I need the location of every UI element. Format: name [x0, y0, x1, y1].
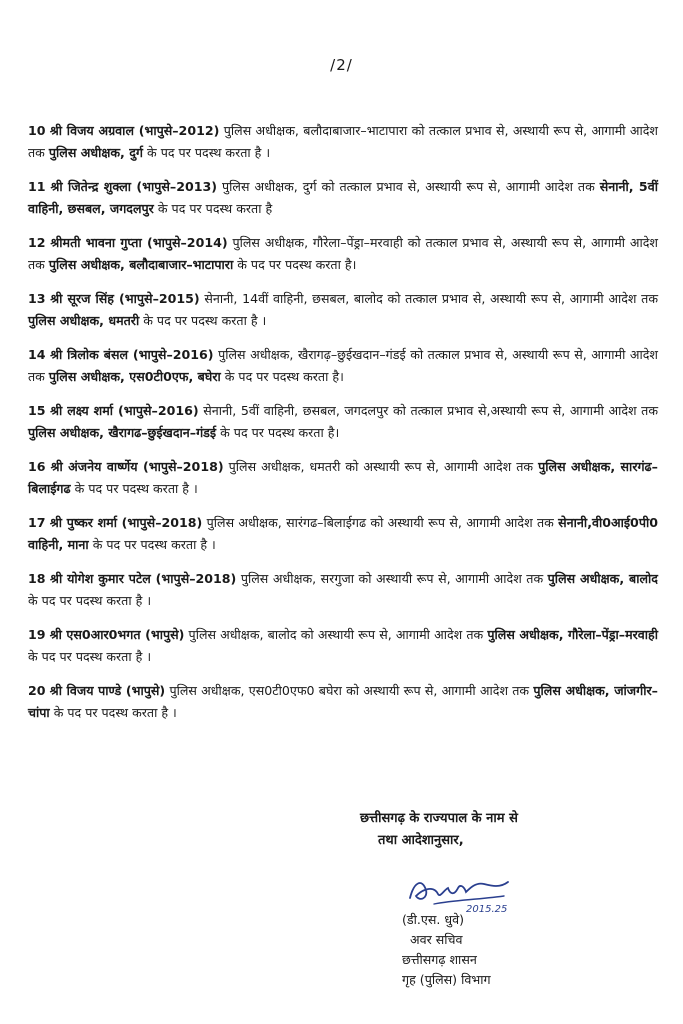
entry-tail: के पद पर पदस्थ करता है ।	[147, 145, 271, 160]
signature-date: 2015.25	[466, 904, 508, 915]
posting-designation: पुलिस अधीक्षक, खैरागढ–छुईखदान–गंडई	[28, 425, 217, 440]
posting-designation: पुलिस अधीक्षक, गौरेला–पेंड्रा–मरवाही	[487, 627, 658, 642]
entry-text: पुलिस अधीक्षक, सरगुजा को अस्थायी रूप से, आगामी आदेश तक	[240, 571, 544, 586]
posting-designation: सेनानी, 5वीं वाहिनी, छसबल, जगदलपुर	[28, 179, 658, 216]
entry-text: पुलिस अधीक्षक, बालोद को अस्थायी रूप से, आगामी आदेश तक	[188, 627, 484, 642]
officer-name-rank: श्री एस0आर0भगत (भापुसे)	[49, 627, 185, 642]
order-entry	[28, 624, 658, 668]
entry-number: 16	[28, 459, 46, 474]
posting-designation: पुलिस अधीक्षक, बलौदाबाजार–भाटापारा	[48, 257, 234, 272]
entry-tail: के पद पर पदस्थ करता है ।	[74, 481, 198, 496]
officer-name-rank: श्री जितेन्द्र शुक्ला (भापुसे–2013)	[50, 179, 218, 194]
officer-name-rank: श्री लक्ष्य शर्मा (भापुसे–2016)	[50, 403, 199, 418]
officer-name-rank: श्री विजय अग्रवाल (भापुसे–2012)	[49, 123, 220, 138]
entry-text: पुलिस अधीक्षक, गौरेला–पेंड्रा–मरवाही को तत्काल प्रभाव से, अस्थायी रूप से, आगामी आदेश तक	[28, 235, 658, 272]
officer-name-rank: श्री पुष्कर शर्मा (भापुसे–2018)	[49, 515, 203, 530]
entry-tail: के पद पर पदस्थ करता है।	[220, 425, 340, 440]
entry-number: 20	[28, 683, 46, 698]
posting-designation: पुलिस अधीक्षक, धमतरी	[28, 313, 140, 328]
officer-name-rank: श्री अंजनेय वार्ष्णेय (भापुसे–2018)	[50, 459, 224, 474]
entry-text: पुलिस अधीक्षक, खैरागढ़–छुईखदान–गंडई को तत्काल प्रभाव से, अस्थायी रूप से, आगामी आदेश तक	[28, 347, 658, 384]
officer-name: (डी.एस. धुवे)	[402, 912, 465, 927]
order-entry	[28, 680, 658, 724]
officer-name-rank: श्रीमती भावना गुप्ता (भापुसे–2014)	[50, 235, 228, 250]
closing-line-2: तथा आदेशानुसार,	[378, 833, 464, 848]
order-entry	[28, 176, 658, 220]
entry-text: पुलिस अधीक्षक, सारंगढ–बिलाईगढ को अस्थायी रूप से, आगामी आदेश तक	[206, 515, 554, 530]
order-entry	[28, 456, 658, 500]
entry-number: 12	[28, 235, 46, 250]
entry-number: 14	[28, 347, 46, 362]
entry-number: 10	[28, 123, 46, 138]
order-entry	[28, 568, 658, 612]
entry-text: पुलिस अधीक्षक, बलौदाबाजार–भाटापारा को तत्काल प्रभाव से, अस्थायी रूप से, आगामी आदेश तक	[28, 123, 658, 160]
posting-designation: पुलिस अधीक्षक, बालोद	[547, 571, 658, 586]
entry-number: 11	[28, 179, 46, 194]
posting-designation: पुलिस अधीक्षक, एस0टी0एफ, बघेरा	[48, 369, 221, 384]
officer-block	[402, 910, 602, 990]
closing-line-1: छत्तीसगढ़ के राज्यपाल के नाम से	[360, 811, 518, 826]
entry-tail: के पद पर पदस्थ करता है ।	[53, 705, 177, 720]
order-entry	[28, 344, 658, 388]
entry-text: पुलिस अधीक्षक, एस0टी0एफ0 बघेरा को अस्थायी रूप से, आगामी आदेश तक	[169, 683, 530, 698]
order-entry	[28, 512, 658, 556]
entry-number: 15	[28, 403, 46, 418]
entry-text: सेनानी, 5वीं वाहिनी, छसबल, जगदलपुर को तत्काल प्रभाव से,अस्थायी रूप से, आगामी आदेश तक	[203, 403, 659, 418]
officer-designation: अवर सचिव	[410, 932, 463, 947]
entry-tail: के पद पर पदस्थ करता है ।	[28, 593, 152, 608]
posting-designation: पुलिस अधीक्षक, सारगंढ–बिलाईगढ	[28, 459, 658, 496]
officer-name-rank: श्री त्रिलोक बंसल (भापुसे–2016)	[50, 347, 214, 362]
entry-number: 17	[28, 515, 46, 530]
entry-text: पुलिस अधीक्षक, दुर्ग को तत्काल प्रभाव से, अस्थायी रूप से, आगामी आदेश तक	[222, 179, 595, 194]
entry-number: 19	[28, 627, 46, 642]
entry-tail: के पद पर पदस्थ करता है।	[224, 369, 344, 384]
entry-text: पुलिस अधीक्षक, धमतरी को अस्थायी रूप से, आगामी आदेश तक	[228, 459, 534, 474]
officer-government: छत्तीसगढ़ शासन	[402, 952, 477, 967]
handwritten-signature	[404, 868, 524, 916]
officer-name-rank: श्री विजय पाण्डे (भापुसे)	[49, 683, 166, 698]
posting-designation: सेनानी,वी0आई0पी0 वाहिनी, माना	[28, 515, 658, 552]
posting-designation: पुलिस अधीक्षक, जांजगीर–चांपा	[28, 683, 658, 720]
order-entry	[28, 232, 658, 276]
order-entry	[28, 120, 658, 164]
order-entry	[28, 288, 658, 332]
entry-tail: के पद पर पदस्थ करता है ।	[28, 649, 152, 664]
closing-block	[360, 808, 600, 852]
posting-designation: पुलिस अधीक्षक, दुर्ग	[48, 145, 144, 160]
entry-number: 18	[28, 571, 46, 586]
entry-tail: के पद पर पदस्थ करता है	[157, 201, 273, 216]
entry-tail: के पद पर पदस्थ करता है।	[237, 257, 357, 272]
officer-name-rank: श्री योगेश कुमार पटेल (भापुसे–2018)	[50, 571, 237, 586]
entry-tail: के पद पर पदस्थ करता है ।	[143, 313, 267, 328]
entry-text: सेनानी, 14वीं वाहिनी, छसबल, बालोद को तत्काल प्रभाव से, अस्थायी रूप से, आगामी आदेश तक	[204, 291, 658, 306]
order-entry	[28, 400, 658, 444]
order-entries	[28, 120, 658, 736]
officer-department: गृह (पुलिस) विभाग	[402, 972, 491, 987]
page-number: /2/	[330, 56, 353, 74]
entry-tail: के पद पर पदस्थ करता है ।	[92, 537, 216, 552]
officer-name-rank: श्री सूरज सिंह (भापुसे–2015)	[50, 291, 200, 306]
entry-number: 13	[28, 291, 46, 306]
